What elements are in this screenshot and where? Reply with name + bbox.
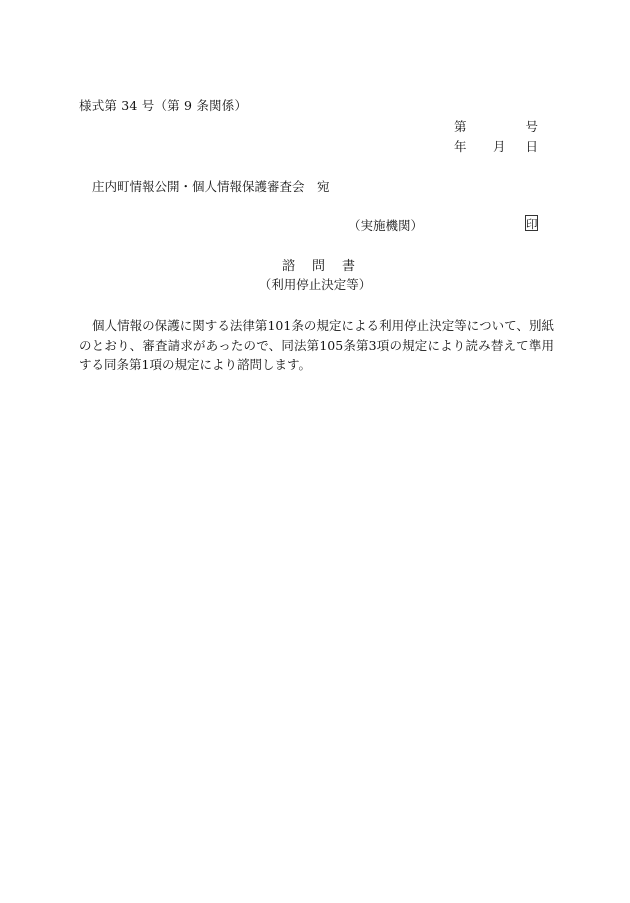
document-number (454, 117, 542, 134)
document-subtitle: （利用停止決定等） (258, 277, 372, 292)
date-month-label: 月 (493, 139, 506, 154)
body-paragraph: 個人情報の保護に関する法律第101条の規定による利用停止決定等について、別紙のとおり、審査請求があったので、同法第105条第3項の規定により読み替えて準用する同条第1項の規定により諮問します。 (79, 318, 554, 372)
addressee: 庄内町情報公開・個人情報保護審査会 宛 (92, 179, 330, 194)
seal-stamp-box: 印 (526, 217, 538, 231)
document-number-prefix: 第 (454, 119, 467, 134)
sender-label: （実施機関） (348, 218, 424, 233)
document-date (454, 137, 542, 154)
form-number-label: 様式第 34 号（第 9 条関係） (79, 98, 248, 113)
document-title: 諮問書 (282, 259, 373, 274)
document-number-suffix: 号 (525, 119, 538, 134)
date-year-label: 年 (454, 139, 467, 154)
date-day-label: 日 (525, 139, 538, 154)
